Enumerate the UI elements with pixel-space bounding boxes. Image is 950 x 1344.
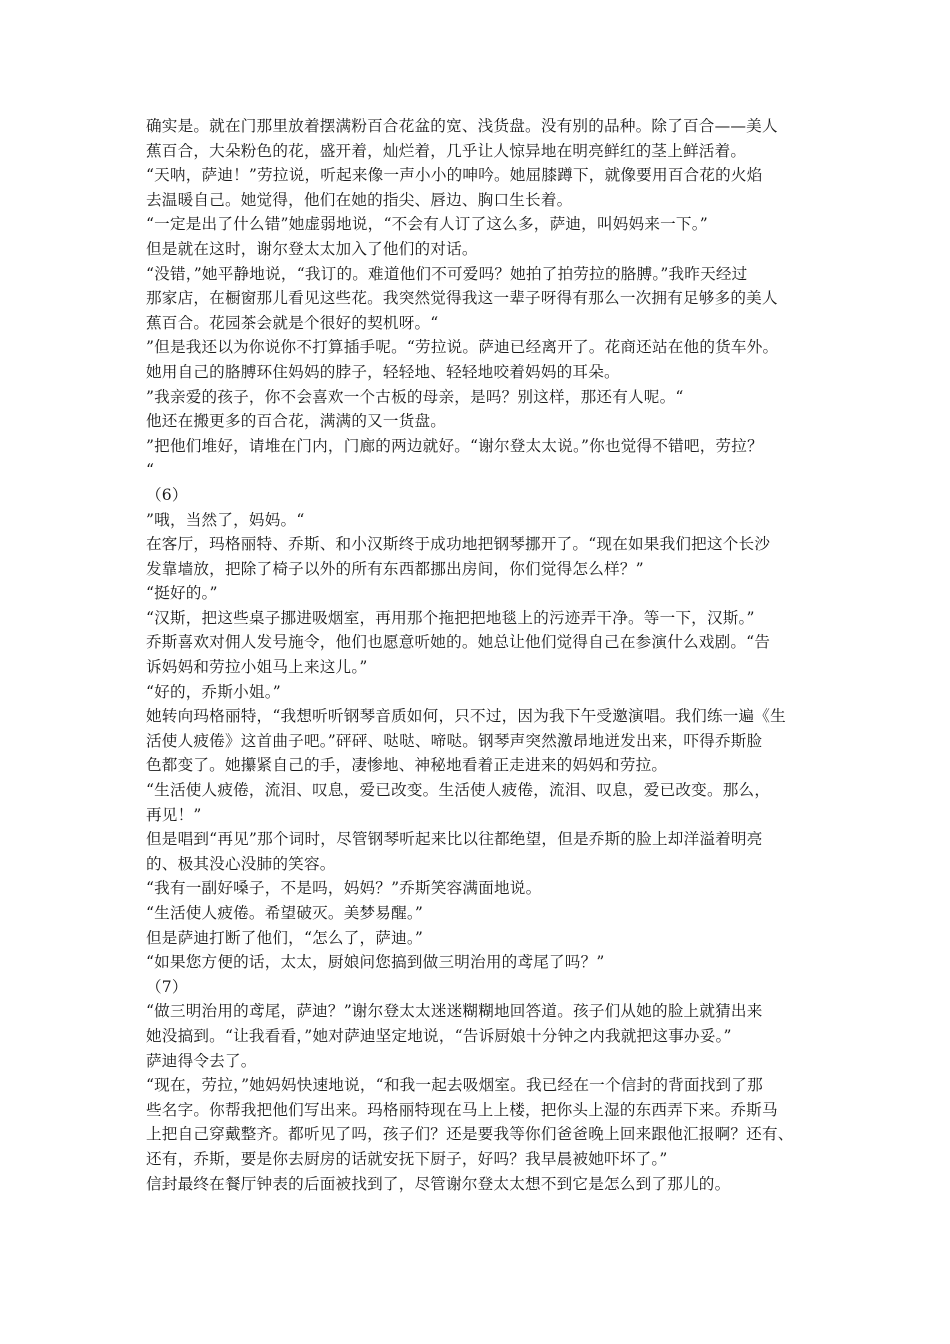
text-line: “做三明治用的鸢尾，萨迪？”谢尔登太太迷迷糊糊地回答道。孩子们从她的脸上就猜出来 bbox=[146, 1002, 763, 1021]
text-line: 确实是。就在门那里放着摆满粉百合花盆的宽、浅货盘。没有别的品种。除了百合——美人 bbox=[146, 117, 778, 135]
text-line: ”我亲爱的孩子，你不会喜欢一个古板的母亲，是吗？别这样，那还有人呢。“ bbox=[146, 387, 684, 406]
text-line: ”哦，当然了，妈妈。“ bbox=[146, 510, 305, 529]
text-line: 蕉百合。花园茶会就是个很好的契机呀。“ bbox=[146, 313, 439, 332]
text-line: “生活使人疲倦。希望破灭。美梦易醒。” bbox=[146, 904, 424, 922]
text-line: 发靠墙放，把除了椅子以外的所有东西都挪出房间，你们觉得怎么样？” bbox=[146, 559, 644, 578]
text-line: 活使人疲倦》这首曲子吧。”砰砰、哒哒、啼哒。钢琴声突然激昂地迸发出来，吓得乔斯脸 bbox=[146, 731, 763, 750]
text-line: “如果您方便的话，太太，厨娘问您搞到做三明治用的鸢尾了吗？” bbox=[146, 953, 605, 972]
text-line: ”把他们堆好，请堆在门内，门廊的两边就好。“谢尔登太太说。”你也觉得不错吧，劳拉？ bbox=[146, 436, 763, 455]
text-line: “好的，乔斯小姐。” bbox=[146, 682, 281, 701]
text-line: 那家店，在橱窗那儿看见这些花。我突然觉得我这一辈子呀得有那么一次拥有足够多的美人 bbox=[146, 289, 778, 308]
document-body bbox=[146, 114, 810, 1196]
text-line: 她用自己的胳膊环住妈妈的脖子，轻轻地、轻轻地咬着妈妈的耳朵。 bbox=[146, 362, 620, 381]
text-line: ”但是我还以为你说你不打算插手呢。“劳拉说。萨迪已经离开了。花商还站在他的货车外。 bbox=[146, 338, 779, 357]
text-line: 诉妈妈和劳拉小姐马上来这儿。” bbox=[146, 658, 368, 677]
text-line: 她没搞到。“让我看看，”她对萨迪坚定地说，“告诉厨娘十分钟之内我就把这事办妥。” bbox=[146, 1026, 732, 1045]
text-line: “现在，劳拉，”她妈妈快速地说，“和我一起去吸烟室。我已经在一个信封的背面找到了那 bbox=[146, 1076, 763, 1095]
text-line: “生活使人疲倦，流泪、叹息，爱已改变。生活使人疲倦，流泪、叹息，爱已改变。那么， bbox=[146, 781, 771, 800]
text-line: “汉斯，把这些桌子挪进吸烟室，再用那个拖把把地毯上的污迹弄干净。等一下，汉斯。” bbox=[146, 608, 755, 627]
text-line: （7） bbox=[146, 977, 188, 996]
text-line: 上把自己穿戴整齐。都听见了吗，孩子们？还是要我等你们爸爸晚上回来跟他汇报啊？还有、 bbox=[146, 1125, 794, 1144]
text-line: 萨迪得令去了。 bbox=[146, 1051, 257, 1070]
text-line: 色都变了。她攥紧自己的手，凄惨地、神秘地看着正走进来的妈妈和劳拉。 bbox=[146, 756, 668, 775]
text-line: 但是就在这时，谢尔登太太加入了他们的对话。 bbox=[146, 239, 478, 258]
text-line: “没错，”她平静地说，“我订的。难道他们不可爱吗？她拍了拍劳拉的胳膊。”我昨天经过 bbox=[146, 264, 748, 283]
text-line: “ bbox=[146, 461, 155, 480]
text-line: 但是唱到“再见”那个词时，尽管钢琴听起来比以往都绝望，但是乔斯的脸上却洋溢着明亮 bbox=[146, 830, 763, 849]
text-line: 还有，乔斯，要是你去厨房的话就安抚下厨子，好吗？我早晨被她吓坏了。” bbox=[146, 1149, 668, 1168]
text-line: 的、极其没心没肺的笑容。 bbox=[146, 854, 336, 873]
text-line: 蕉百合，大朵粉色的花，盛开着，灿烂着，几乎让人惊异地在明亮鲜红的茎上鲜活着。 bbox=[146, 141, 747, 160]
text-line: 些名字。你帮我把他们写出来。玛格丽特现在马上上楼，把你头上湿的东西弄下来。乔斯马 bbox=[146, 1100, 778, 1119]
text-line: “天呐，萨迪！”劳拉说，听起来像一声小小的呻吟。她屈膝蹲下，就像要用百合花的火焰 bbox=[146, 166, 763, 185]
text-line: 再见！” bbox=[146, 805, 202, 824]
text-line: 信封最终在餐厅钟表的后面被找到了，尽管谢尔登太太想不到它是怎么到了那儿的。 bbox=[146, 1174, 731, 1193]
text-line: 但是萨迪打断了他们，“怎么了，萨迪。” bbox=[146, 928, 424, 947]
text-line: 去温暖自己。她觉得，他们在她的指尖、唇边、胸口生长着。 bbox=[146, 190, 573, 209]
text-line: “挺好的。” bbox=[146, 584, 218, 603]
text-line: “我有一副好嗓子，不是吗，妈妈？”乔斯笑容满面地说。 bbox=[146, 879, 542, 898]
text-line: 她转向玛格丽特，“我想听听钢琴音质如何，只不过，因为我下午受邀演唱。我们练一遍《生 bbox=[146, 707, 786, 726]
text-line: （6） bbox=[146, 485, 188, 504]
text-line: 他还在搬更多的百合花，满满的又一货盘。 bbox=[146, 412, 447, 431]
text-line: 乔斯喜欢对佣人发号施令，他们也愿意听她的。她总让他们觉得自己在参演什么戏剧。“告 bbox=[146, 633, 771, 652]
text-line: 在客厅，玛格丽特、乔斯、和小汉斯终于成功地把钢琴挪开了。“现在如果我们把这个长沙 bbox=[146, 535, 771, 554]
text-line: “一定是出了什么错”她虚弱地说，“不会有人订了这么多，萨迪，叫妈妈来一下。” bbox=[146, 215, 708, 234]
